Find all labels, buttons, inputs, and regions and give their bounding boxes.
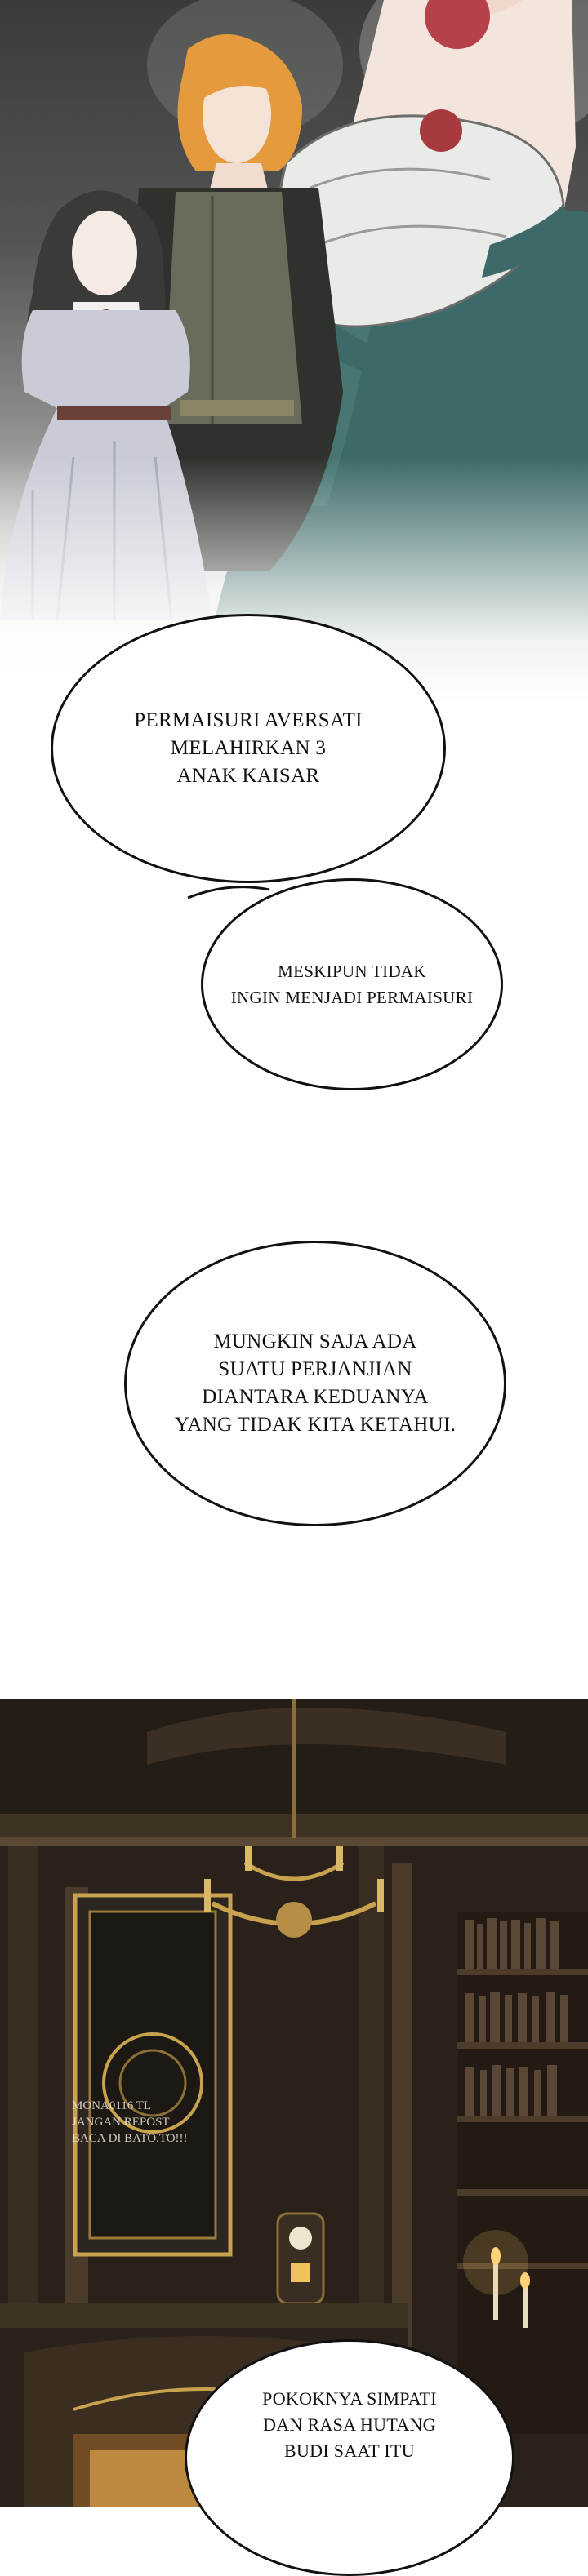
speech-bubble-1 <box>51 614 446 883</box>
watermark-line-3: BACA DI BATO.TO!!! <box>72 2132 188 2145</box>
translator-watermark <box>72 2098 252 2147</box>
watermark-line-2: JANGAN REPOST <box>72 2116 170 2129</box>
speech-bubble-4-text: POKOKNYA SIMPATI DAN RASA HUTANG BUDI SAAT ITU <box>262 2388 437 2461</box>
bubble-tail <box>180 857 278 914</box>
clock <box>278 2214 323 2303</box>
speech-bubble-3-text: MUNGKIN SAJA ADA SUATU PERJANJIAN DIANTARA KEDUANYA YANG TIDAK KITA KETAHUI. <box>174 1330 457 1436</box>
speech-bubble-3 <box>124 1241 506 1526</box>
characters-illustration <box>0 0 588 702</box>
speech-bubble-2-text: MESKIPUN TIDAK INGIN MENJADI PERMAISURI <box>230 962 474 1007</box>
characters-panel <box>0 0 588 702</box>
speech-bubble-4 <box>185 2339 514 2576</box>
watermark-line-1: MONA0116 TL <box>72 2099 152 2112</box>
speech-bubble-1-text: PERMAISURI AVERSATI MELAHIRKAN 3 ANAK KAISAR <box>134 709 363 787</box>
bookshelf <box>457 1912 588 2434</box>
